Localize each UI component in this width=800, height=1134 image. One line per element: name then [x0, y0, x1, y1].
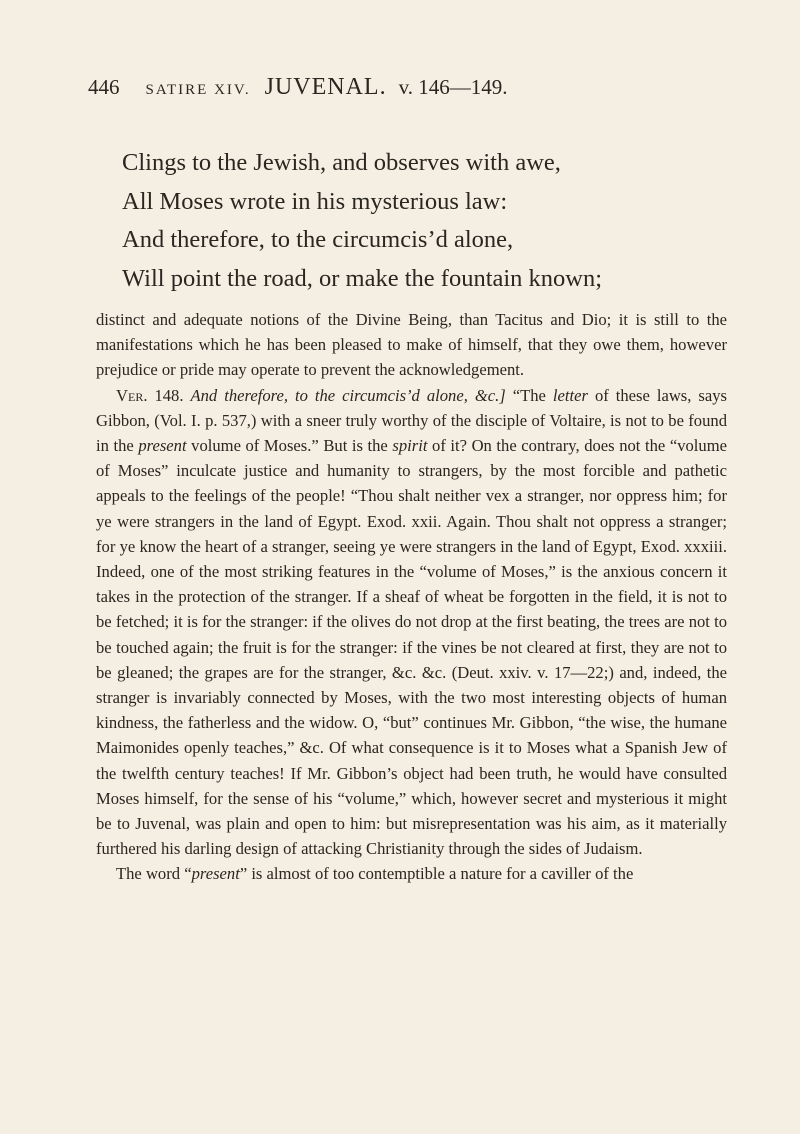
verse-reference: Ver. 148.: [116, 385, 184, 405]
note-text: of it? On the contrary, does not the “volume of Moses” inculcate justice and humanity to strangers, by the most forcible and pathetic appeals to the feelings of the people! “Thou shalt neither vex a stranger, nor oppress him; for ye were strangers in the land of Egypt. Exod. xxii. Again. Thou shalt not oppress a stranger; for ye know the heart of a stranger, seeing ye were strangers in the land of Egypt, Exod. xxxiii. Indeed, one of the most striking features in the “volume of Moses,” is the anxious concern it takes in the protection of the stranger. If a sheaf of wheat be forgotten in the field, it is not to be fetched; it is for the stranger: if the olives do not drop at the first beating, the trees are not to be touched again; the fruit is for the stranger: if the vines be not cleared at first, they are not to be gleaned; the grapes are for the stranger, &c. &c. (Deut. xxiv. v. 17—22;) and, indeed, the stranger is invariably connected by Moses, with the two most interesting objects of human kindness, the fatherless and the widow. O, “but” continues Mr. Gibbon, “the wise, the humane Maimonides openly teaches,” &c. Of what consequence is it to Moses what a Spanish Jew of the twelfth century teaches! If Mr. Gibbon’s object had been truth, he would have consulted Moses himself, for the sense of his “volume,” which, however secret and mysterious it might be to Juvenal, was plain and open to him: but misrepresentation was his aim, as it materially furthered his darling design of attacking Christianity through the sides of Judaism.: [96, 436, 727, 859]
emphasis: present: [138, 436, 187, 456]
note-paragraph: [96, 383, 727, 862]
note-text: The word “: [116, 864, 192, 884]
emphasis: present: [191, 864, 240, 884]
note-paragraph: distinct and adequate notions of the Divine Being, than Tacitus and Dio; it is still to the manifestations which he has been pleased to make of himself, that they owe them, however prejudice or pride may operate to prevent the acknowledgement.: [96, 310, 727, 380]
note-paragraph: [96, 861, 727, 886]
running-header: [88, 74, 648, 101]
poem-line: All Moses wrote in his mysterious law:: [122, 187, 508, 215]
poem-line: And therefore, to the circumcis’d alone,: [122, 226, 514, 253]
satire-label: SATIRE XIV.: [145, 82, 251, 98]
note-text: of these laws, says Gibbon, (Vol. I. p. 537,) with a sneer truly worthy of the disciple of Voltaire, is not to be found in the: [96, 385, 727, 456]
commentary-notes: [96, 307, 727, 887]
author-name: JUVENAL.: [264, 74, 387, 100]
poem-line: Clings to the Jewish, and observes with awe,: [122, 149, 561, 176]
poem-line: Will point the road, or make the fountain known;: [122, 264, 603, 292]
note-text: “The: [512, 385, 546, 405]
note-text: volume of Moses.” But is the: [191, 436, 388, 456]
emphasis: spirit: [392, 436, 428, 456]
poem-verse: [122, 144, 742, 298]
note-text: ” is almost of too contemptible a nature for a caviller of the: [239, 864, 634, 884]
page-number: 446: [88, 75, 120, 99]
emphasis: letter: [552, 385, 588, 405]
verse-range: v. 146—149.: [398, 75, 508, 99]
lemma: And therefore, to the circumcis’d alone, &c.]: [190, 385, 506, 405]
